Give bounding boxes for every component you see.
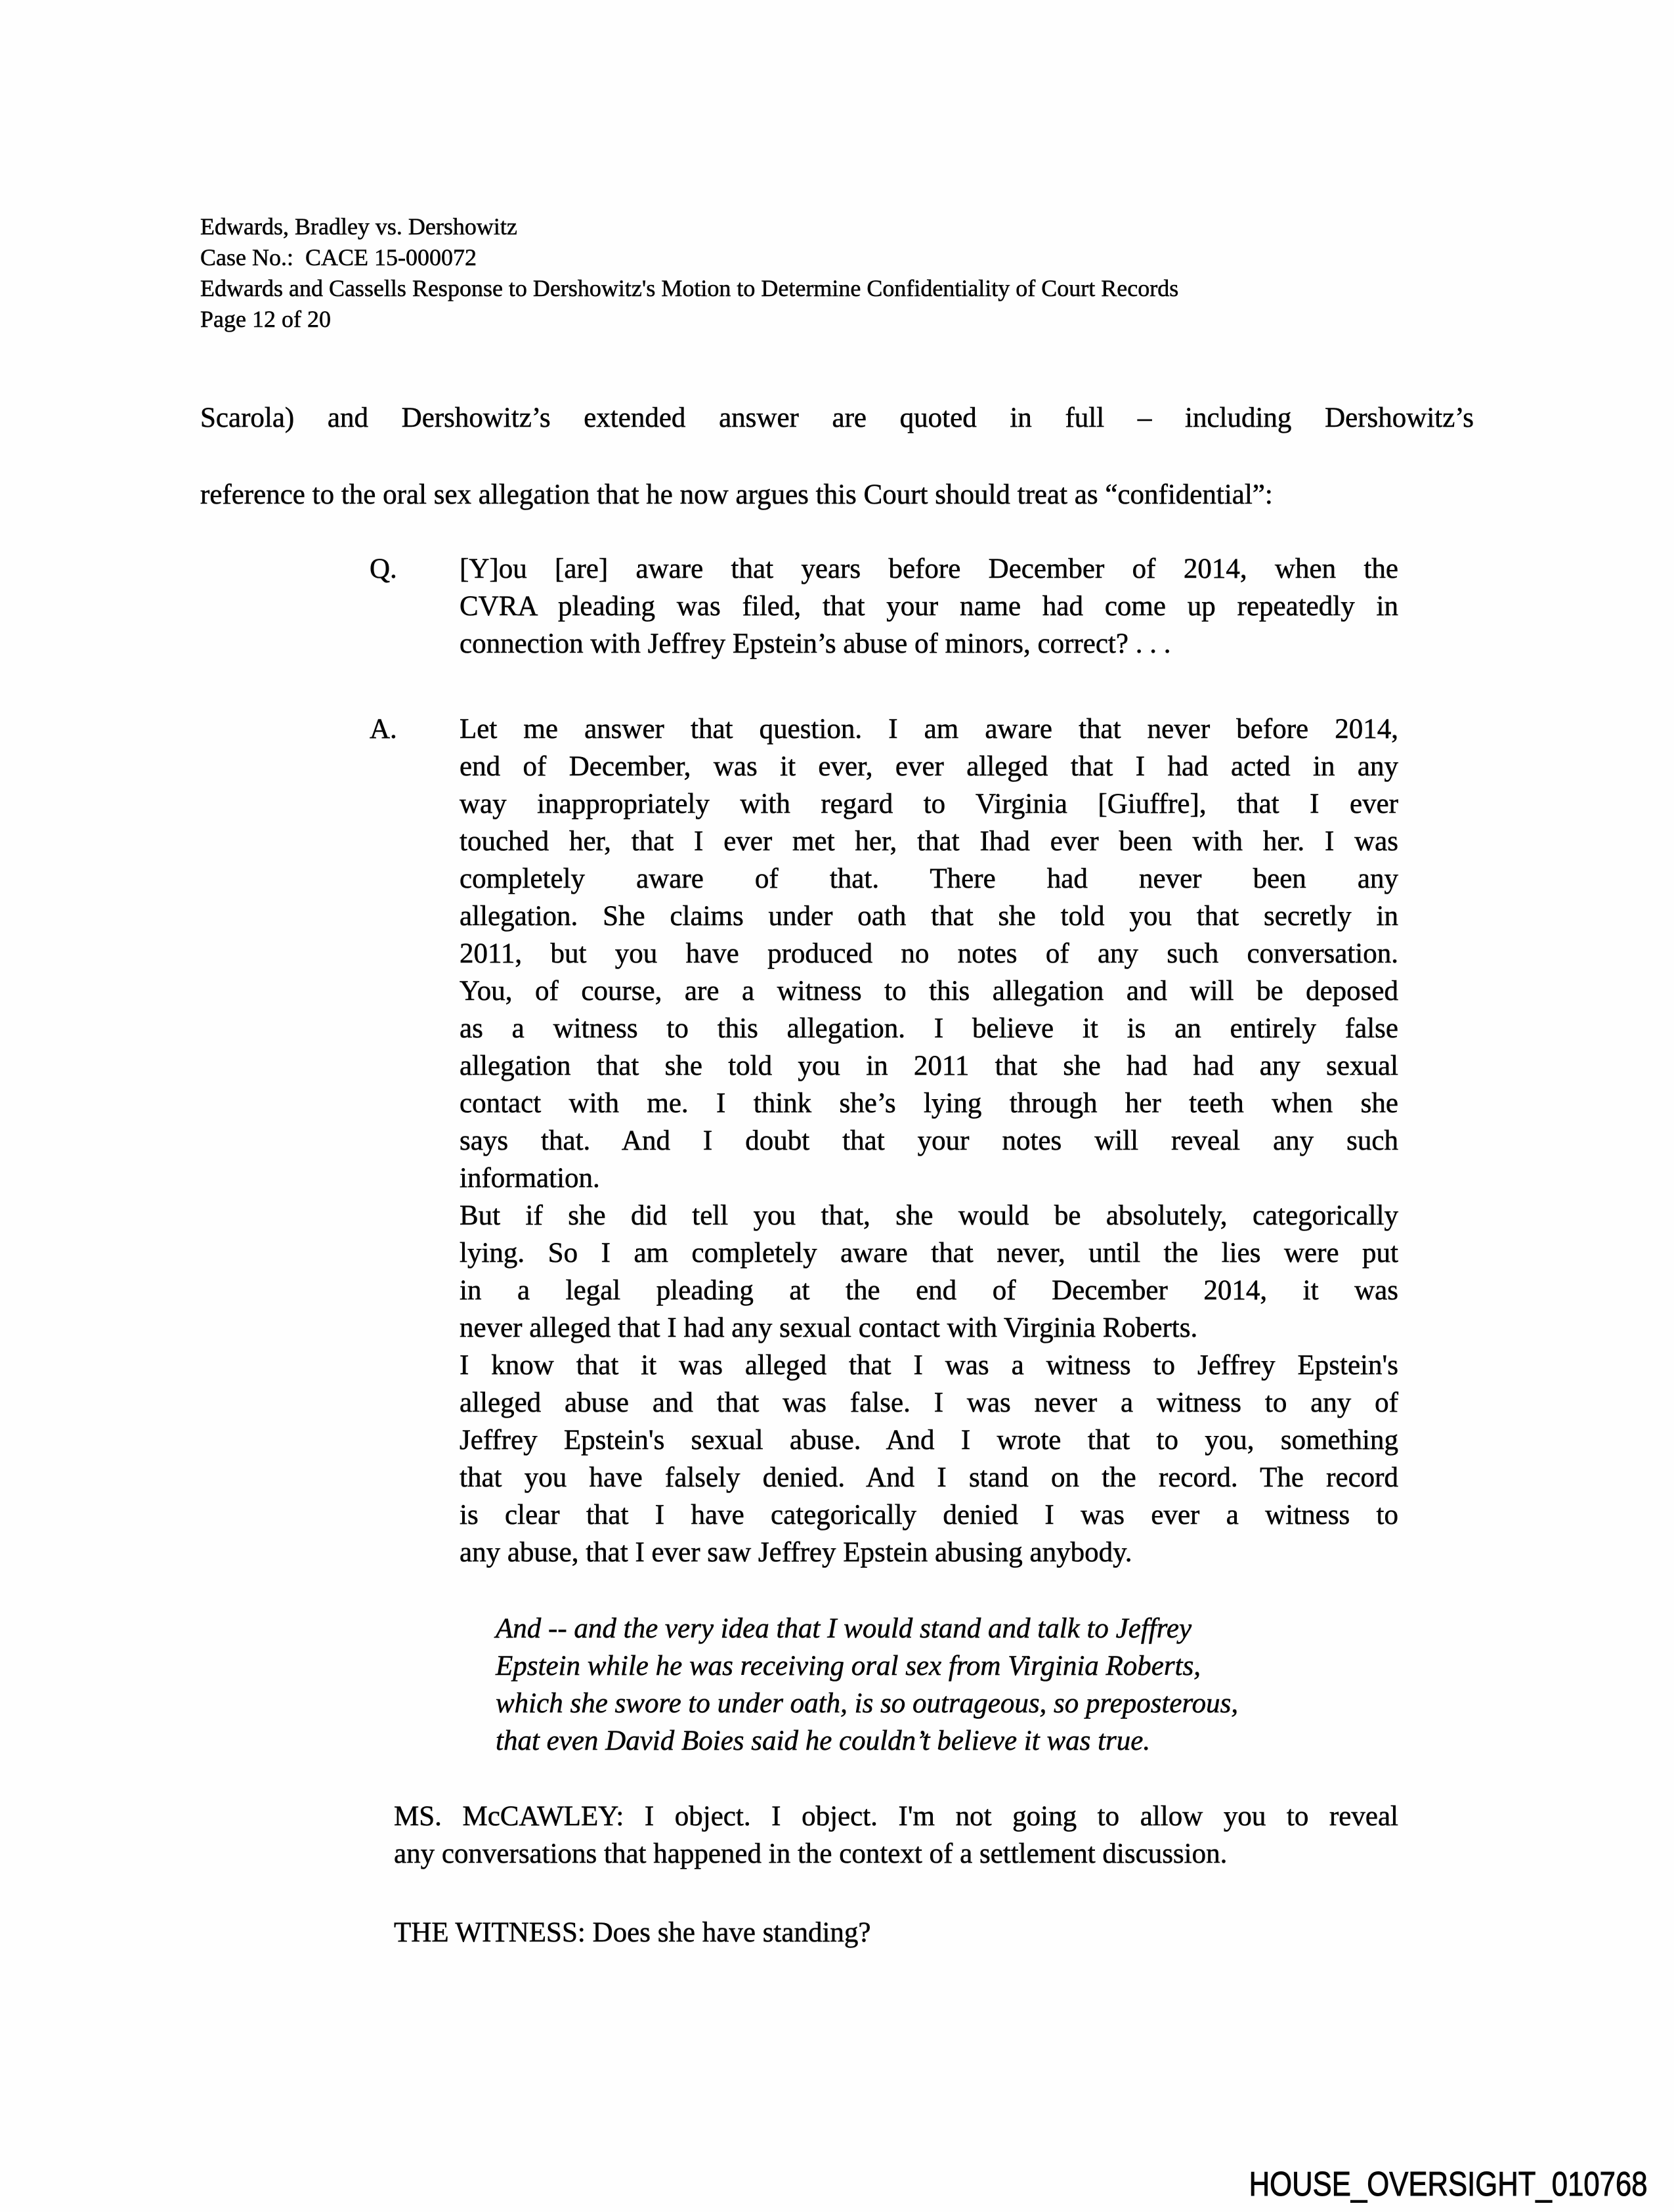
caption-line: Edwards and Cassells Response to Dershowitz's Motion to Determine Confidentiality of Court Records bbox=[200, 275, 1179, 301]
answer-line: says that. And I doubt that your notes will reveal any such bbox=[460, 1125, 1398, 1156]
answer-line: Let me answer that question. I am aware that never before 2014, bbox=[460, 714, 1398, 745]
answer-line: touched her, that I ever met her, that Ihad ever been with her. I was bbox=[460, 826, 1398, 857]
paragraph-line: Scarola) and Dershowitz’s extended answer are quoted in full – including Dershowitz’s bbox=[200, 402, 1474, 433]
italic-quote-line: that even David Boies said he couldn’t believe it was true. bbox=[496, 1725, 1151, 1756]
question-line: connection with Jeffrey Epstein’s abuse of minors, correct? . . . bbox=[460, 628, 1171, 659]
answer-line: I know that it was alleged that I was a witness to Jeffrey Epstein's bbox=[460, 1350, 1398, 1381]
answer-line: information. bbox=[460, 1163, 600, 1194]
witness-statement bbox=[394, 1914, 1398, 1951]
answer-label: A. bbox=[370, 714, 397, 745]
caption-line: Case No.: CACE 15-000072 bbox=[200, 244, 477, 271]
intro-paragraph bbox=[200, 380, 1474, 533]
answer-line: But if she did tell you that, she would be absolutely, categorically bbox=[460, 1200, 1398, 1231]
answer-line: as a witness to this allegation. I believe it is an entirely false bbox=[460, 1013, 1398, 1044]
mccawley-objection bbox=[394, 1798, 1398, 1873]
question-text bbox=[460, 550, 1398, 662]
answer-line: allegation that she told you in 2011 that she had had any sexual bbox=[460, 1051, 1398, 1081]
italic-quote-line: Epstein while he was receiving oral sex from Virginia Roberts, bbox=[496, 1651, 1201, 1681]
witness-line: THE WITNESS: Does she have standing? bbox=[394, 1917, 871, 1948]
italic-quote-line: which she swore to under oath, is so outrageous, so preposterous, bbox=[496, 1688, 1239, 1719]
answer-line: lying. So I am completely aware that never, until the lies were put bbox=[460, 1238, 1398, 1269]
italic-quote-block bbox=[496, 1610, 1480, 1760]
case-caption-header bbox=[200, 211, 1448, 335]
answer-line: end of December, was it ever, ever alleged that I had acted in any bbox=[460, 751, 1398, 782]
question-label: Q. bbox=[370, 553, 397, 584]
answer-line: any abuse, that I ever saw Jeffrey Epstein abusing anybody. bbox=[460, 1537, 1132, 1568]
answer-line: You, of course, are a witness to this allegation and will be deposed bbox=[460, 976, 1398, 1007]
answer-line: contact with me. I think she’s lying through her teeth when she bbox=[460, 1088, 1398, 1119]
bates-stamp: HOUSE_OVERSIGHT_010768 bbox=[1249, 2165, 1648, 2203]
italic-quote-line: And -- and the very idea that I would stand and talk to Jeffrey bbox=[496, 1613, 1192, 1644]
caption-line: Page 12 of 20 bbox=[200, 306, 331, 332]
objection-line: MS. McCAWLEY: I object. I object. I'm not going to allow you to reveal bbox=[394, 1801, 1398, 1832]
answer-line: never alleged that I had any sexual contact with Virginia Roberts. bbox=[460, 1312, 1198, 1343]
answer-text bbox=[460, 710, 1398, 1571]
paragraph-line: reference to the oral sex allegation that he now argues this Court should treat as “confidential”: bbox=[200, 479, 1273, 510]
answer-line: in a legal pleading at the end of December 2014, it was bbox=[460, 1275, 1398, 1306]
answer-line: is clear that I have categorically denied I was ever a witness to bbox=[460, 1500, 1398, 1530]
question-line: CVRA pleading was filed, that your name had come up repeatedly in bbox=[460, 591, 1398, 622]
answer-line: alleged abuse and that was false. I was never a witness to any of bbox=[460, 1387, 1398, 1418]
question-line: [Y]ou [are] aware that years before December of 2014, when the bbox=[460, 553, 1398, 584]
objection-line: any conversations that happened in the context of a settlement discussion. bbox=[394, 1838, 1228, 1869]
answer-line: way inappropriately with regard to Virginia [Giuffre], that I ever bbox=[460, 789, 1398, 819]
answer-line: that you have falsely denied. And I stand on the record. The record bbox=[460, 1462, 1398, 1493]
answer-line: Jeffrey Epstein's sexual abuse. And I wrote that to you, something bbox=[460, 1425, 1398, 1456]
answer-line: allegation. She claims under oath that she told you that secretly in bbox=[460, 901, 1398, 932]
answer-line: completely aware of that. There had never been any bbox=[460, 863, 1398, 894]
caption-line: Edwards, Bradley vs. Dershowitz bbox=[200, 213, 517, 240]
answer-line: 2011, but you have produced no notes of any such conversation. bbox=[460, 938, 1398, 969]
